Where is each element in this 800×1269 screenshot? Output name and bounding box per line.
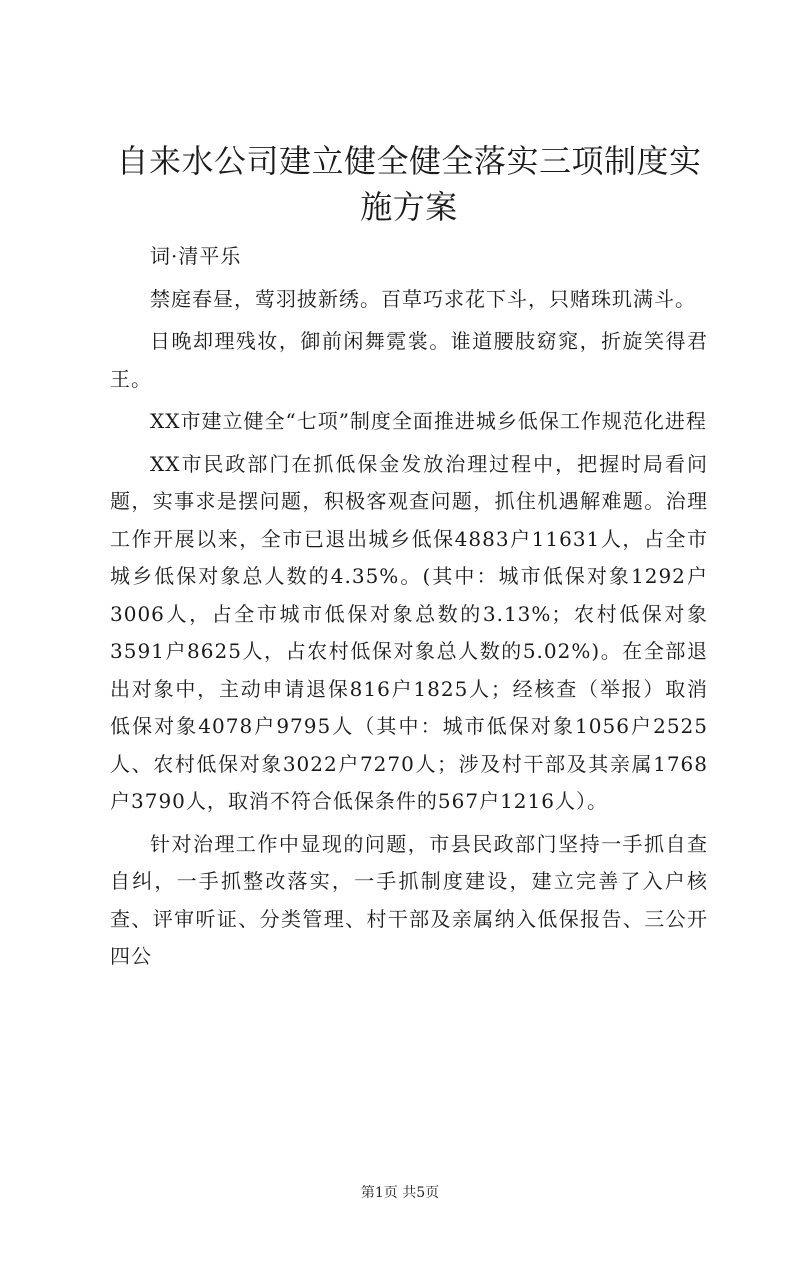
document-body (110, 238, 708, 976)
document-page (0, 138, 800, 1269)
poem-line-1: 禁庭春昼，莺羽披新绣。百草巧求花下斗，只赌珠玑满斗。 (150, 286, 696, 311)
poem-title: 词·清平乐 (150, 244, 242, 268)
poem-line-2: 日晚却理残妆，御前闲舞霓裳。谁道腰肢窈窕，折旋笑得君王。 (110, 329, 708, 391)
document-title: 自来水公司建立健全健全落实三项制度实施方案 (116, 142, 702, 226)
page-number-footer: 第1页 共5页 (360, 1185, 440, 1201)
section-heading: XX市建立健全“七项”制度全面推进城乡低保工作规范化进程 (150, 409, 707, 433)
body-paragraph: 针对治理工作中显现的问题，市县民政部门坚持一手抓自查自纠，一手抓整改落实，一手抓制度建设，建立完善了入户核查、评审听证、分类管理、村干部及亲属纳入低保报告、三公开四公 (110, 831, 708, 968)
body-paragraph: XX市民政部门在抓低保金发放治理过程中，把握时局看问题，实事求是摆问题，积极客观查问题，抓住机遇解难题。治理工作开展以来，全市已退出城乡低保4883户11631人，占全市城乡低保对象总人数的4.35%。(其中：城市低保对象1292户3006人，占全市城市低保对象总数的3.13%；农村低保对象3591户8625人，占农村低保对象总人数的5.02%)。在全部退出对象中，主动申请退保816户1825人；经核查（举报）取消低保对象4078户9795人（其中：城市低保对象1056户2525人、农村低保对象3022户7270人；涉及村干部及其亲属1768户3790人，取消不符合低保条件的567户1216人）。 (110, 451, 708, 813)
